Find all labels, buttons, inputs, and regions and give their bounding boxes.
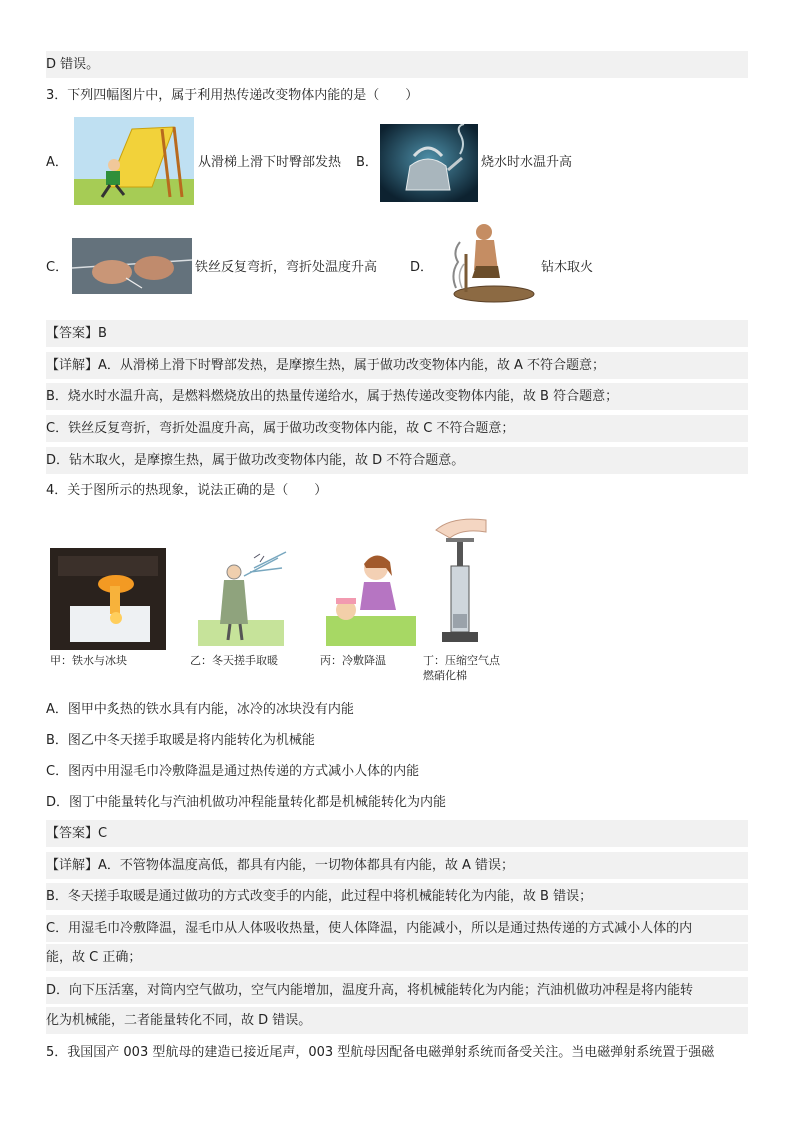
q3-explanation-line: B．烧水时水温升高，是燃料燃烧放出的热量传递给水，属于热传递改变物体内能，故 B 符合题意； — [46, 383, 748, 410]
q3-option-b-letter: B． — [356, 155, 378, 170]
q4-option-b: B．图乙中冬天搓手取暖是将内能转化为机械能 — [46, 733, 315, 748]
q3-option-a-letter: A． — [46, 155, 68, 170]
q4-option-d: D．图丁中能量转化与汽油机做功冲程能量转化都是机械能转化为内能 — [46, 795, 447, 810]
drilling-wood-fire-icon — [436, 218, 536, 308]
q3-option-d-letter: D． — [410, 260, 434, 275]
q4-explanation-line: 能，故 C 正确； — [46, 944, 748, 971]
q3-option-c-text: 铁丝反复弯折，弯折处温度升高 — [195, 260, 378, 275]
rubbing-hands-icon — [190, 548, 290, 650]
q3-option-a-text: 从滑梯上滑下时臀部发热 — [198, 155, 342, 170]
q4-answer: 【答案】C — [46, 820, 748, 847]
q4-figure-caption: 乙：冬天搓手取暖 — [190, 654, 278, 667]
q4-explanation-line: 【详解】A．不管物体温度高低，都具有内能，一切物体都具有内能，故 A 错误； — [46, 852, 748, 879]
q4-option-c: C．图丙中用湿毛巾冷敷降温是通过热传递的方式减小人体的内能 — [46, 764, 420, 779]
q3-option-b-text: 烧水时水温升高 — [481, 155, 573, 170]
q4-stem: 4．关于图所示的热现象，说法正确的是（ ） — [46, 483, 328, 498]
q3-option-c-letter: C． — [46, 260, 69, 275]
air-compression-icon — [432, 516, 488, 650]
kettle-steam-icon — [380, 124, 478, 202]
q4-figure-caption: 燃硝化棉 — [423, 669, 467, 682]
bending-wire-icon — [72, 238, 192, 294]
q4-explanation-line: 化为机械能，二者能量转化不同，故 D 错误。 — [46, 1007, 748, 1034]
q4-figure-caption: 甲：铁水与冰块 — [50, 654, 127, 667]
q4-explanation-line: C．用湿毛巾冷敷降温，湿毛巾从人体吸收热量，使人体降温，内能减小，所以是通过热传递的方式减小人体的内 — [46, 915, 748, 942]
q4-figure-caption: 丁：压缩空气点 — [423, 654, 500, 667]
cold-compress-icon — [320, 546, 420, 650]
q4-figure-caption: 丙：冷敷降温 — [320, 654, 386, 667]
q3-explanation-line: 【详解】A．从滑梯上滑下时臀部发热，是摩擦生热，属于做功改变物体内能，故 A 不符合题意； — [46, 352, 748, 379]
q5-stem: 5．我国国产 003 型航母的建造已接近尾声，003 型航母因配备电磁弹射系统而备受关注。当电磁弹射系统置于强磁 — [46, 1045, 715, 1060]
q3-explanation-line: D．钻木取火，是摩擦生热，属于做功改变物体内能，故 D 不符合题意。 — [46, 447, 748, 474]
q3-stem: 3．下列四幅图片中，属于利用热传递改变物体内能的是（ ） — [46, 88, 419, 103]
slide-child-icon — [74, 117, 194, 205]
q4-option-a: A．图甲中炙热的铁水具有内能，冰冷的冰块没有内能 — [46, 702, 354, 717]
q3-answer: 【答案】B — [46, 320, 748, 347]
q4-explanation-line: D．向下压活塞，对筒内空气做功，空气内能增加，温度升高，将机械能转化为内能；汽油机做功冲程是将内能转 — [46, 977, 748, 1004]
molten-iron-ice-icon — [50, 548, 166, 650]
q4-explanation-line: B．冬天搓手取暖是通过做功的方式改变手的内能，此过程中将机械能转化为内能，故 B 错误； — [46, 883, 748, 910]
q3-option-d-text: 钻木取火 — [541, 260, 594, 275]
prev-answer-tail: D 错误。 — [46, 51, 748, 78]
q3-explanation-line: C．铁丝反复弯折，弯折处温度升高，属于做功改变物体内能，故 C 不符合题意； — [46, 415, 748, 442]
